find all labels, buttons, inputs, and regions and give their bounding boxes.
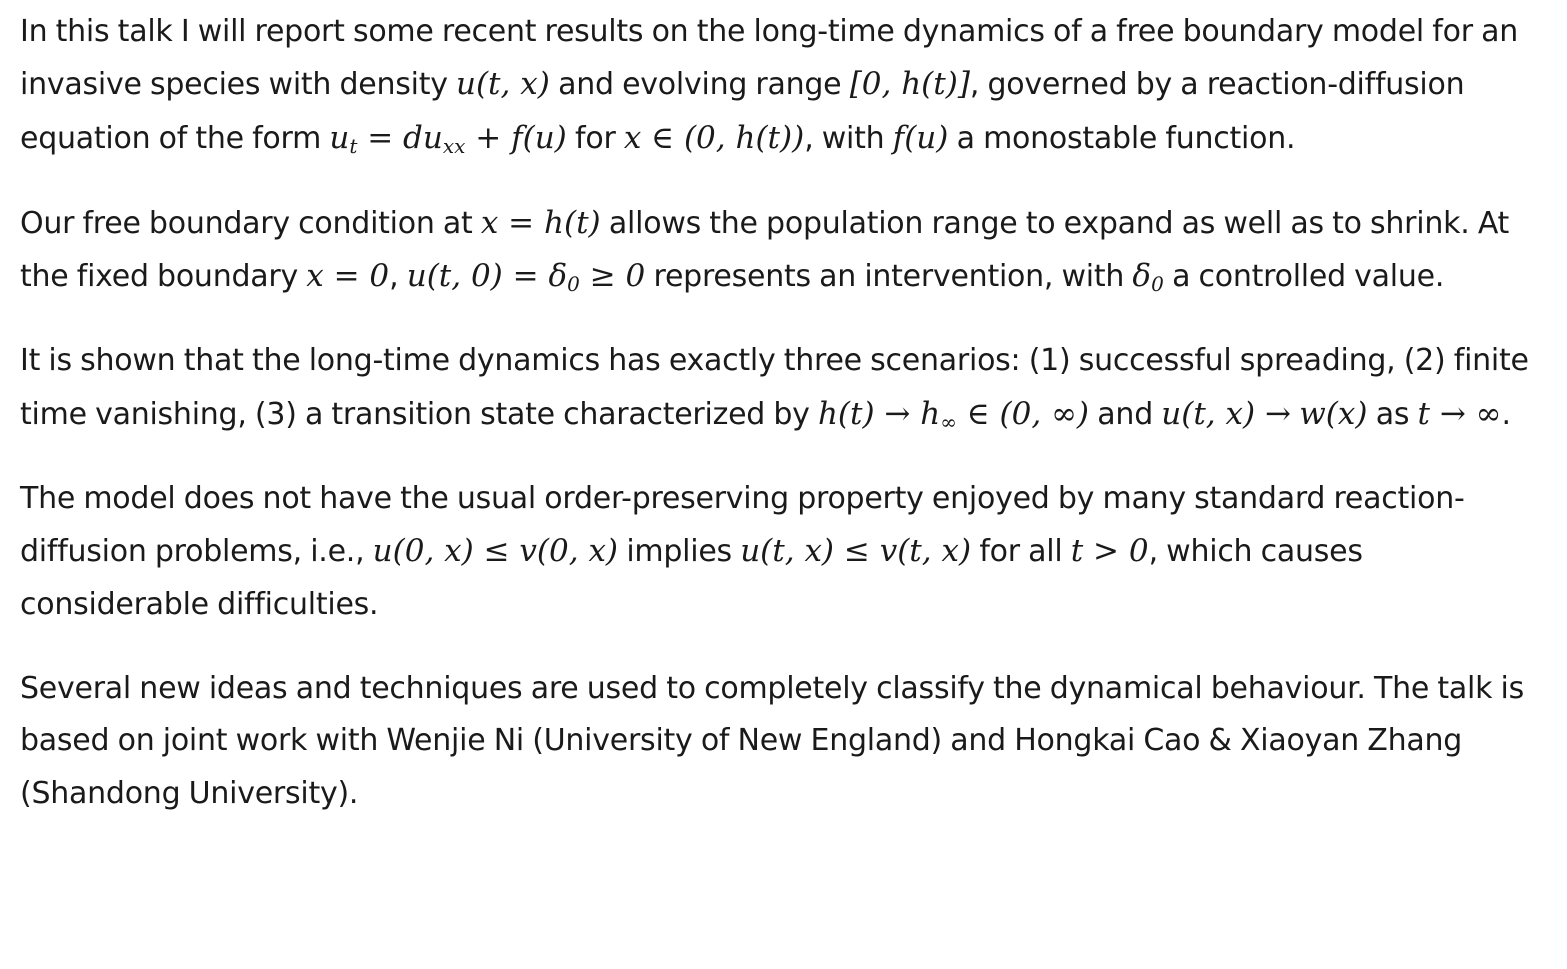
math-part: h(t) → h <box>817 395 941 432</box>
text-span: , which causes considerable difficulties. <box>20 534 1363 622</box>
math-part: ≥ 0 <box>579 258 646 295</box>
text-span: , governed by a reaction-diffusion equation of the form <box>20 67 1465 156</box>
text-span: a monostable function. <box>948 120 1296 156</box>
text-span: and <box>1089 396 1162 432</box>
text-span: . <box>1501 396 1511 432</box>
math-delta <box>1132 258 1164 297</box>
text-span: It is shown that the long-time dynamics has exactly three scenarios: (1) successful spreading, (2) finite time vanishing, (3) a transition state characterized by <box>20 343 1529 432</box>
text-span: a controlled value. <box>1163 259 1445 295</box>
paragraph-credits <box>20 663 1550 820</box>
text-span: allows the population range to expand as well as to shrink. At the fixed boundary <box>20 205 1510 295</box>
text-span: represents an intervention, with <box>645 259 1133 295</box>
math-part: = du <box>357 119 443 156</box>
math-function: f(u) <box>892 119 949 156</box>
math-time-order: u(t, x) ≤ v(t, x) <box>740 533 972 570</box>
math-subscript: ∞ <box>940 409 957 434</box>
math-fixed-boundary: x = 0 <box>306 258 390 295</box>
text-span: for <box>566 120 624 156</box>
math-limit-h <box>818 396 1089 432</box>
text-span: for all <box>971 534 1071 570</box>
math-part: u <box>329 119 350 156</box>
math-pde <box>329 120 566 156</box>
math-part: ∈ (0, ∞) <box>956 395 1090 432</box>
math-t-infinity: t → ∞ <box>1417 395 1502 432</box>
math-part: u(t, 0) = δ <box>406 258 568 295</box>
paragraph-scenarios <box>20 335 1550 441</box>
math-intervention <box>406 258 646 297</box>
math-range: [0, h(t)] <box>849 66 970 103</box>
paragraph-order <box>20 473 1550 631</box>
math-subscript: 0 <box>567 272 580 297</box>
text-span: , <box>389 259 407 295</box>
math-t-positive: t > 0 <box>1070 533 1149 570</box>
math-density: u(t, x) <box>456 66 550 103</box>
math-subscript: 0 <box>1151 272 1164 297</box>
math-free-boundary: x = h(t) <box>480 204 601 241</box>
text-span: , with <box>804 120 893 156</box>
text-span: Our free boundary condition at <box>20 205 481 241</box>
abstract-text <box>20 6 1550 852</box>
math-subscript: xx <box>442 133 466 158</box>
text-span: Several new ideas and techniques are used to completely classify the dynamical behaviour. The talk is based on joint work with Wenjie Ni (University of New England) and Hongkai Cao & Xiaoyan Zhang (Shandong University). <box>20 670 1524 811</box>
paragraph-boundary <box>20 197 1550 304</box>
text-span: and evolving range <box>549 67 850 103</box>
math-subscript: t <box>349 133 358 158</box>
math-part: + f(u) <box>465 119 567 156</box>
text-span: as <box>1367 396 1418 432</box>
text-span: The model does not have the usual order-preserving property enjoyed by many standard reaction-diffusion problems, i.e., <box>20 481 1465 570</box>
text-span: In this talk I will report some recent results on the long-time dynamics of a free boundary model for an invasive species with density <box>20 14 1518 103</box>
math-limit-w: w(x) <box>1299 395 1368 432</box>
math-part: δ <box>1132 258 1152 295</box>
text-span: implies <box>618 534 741 570</box>
paragraph-intro <box>20 6 1550 165</box>
math-domain: x ∈ (0, h(t)) <box>623 119 805 156</box>
math-limit-u: u(t, x) → <box>1161 395 1291 432</box>
math-initial-order: u(0, x) ≤ v(0, x) <box>372 533 619 570</box>
